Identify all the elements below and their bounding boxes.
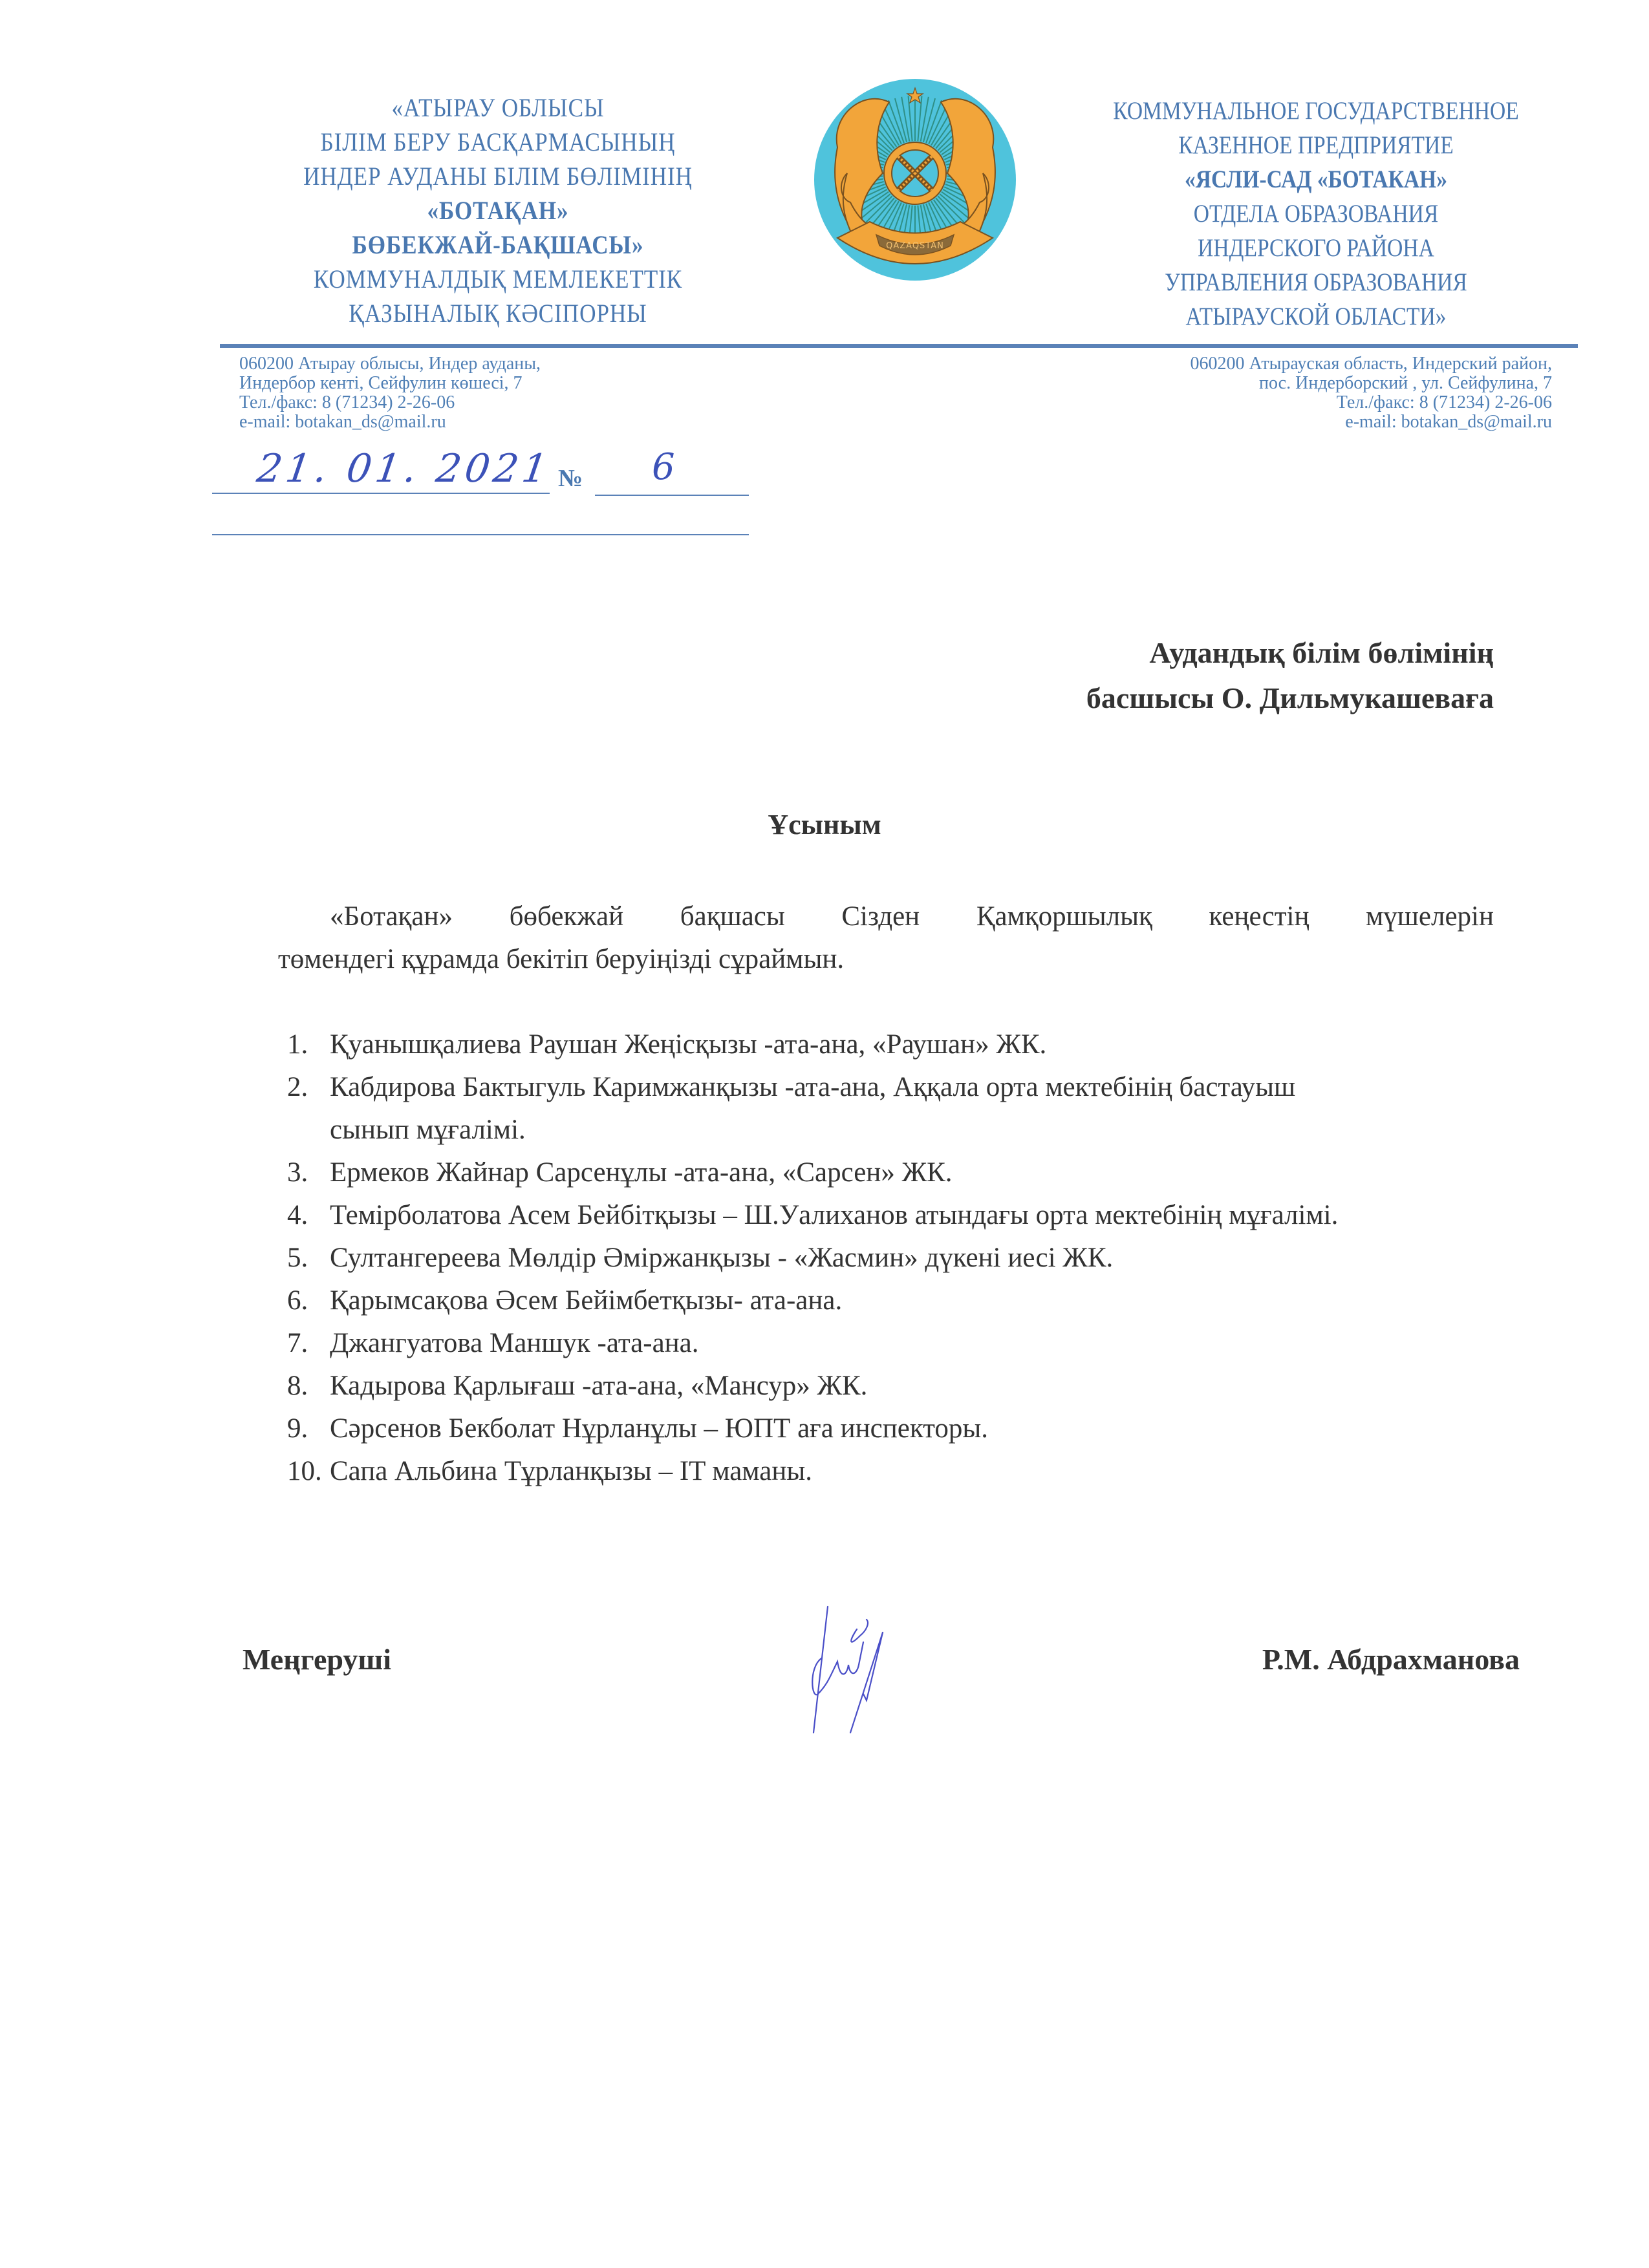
- letterhead-line: КОММУНАЛЬНОЕ ГОСУДАРСТВЕННОЕ: [1113, 97, 1519, 125]
- member-text: Джангуатова Маншук -ата-ана.: [330, 1328, 699, 1358]
- signer-role: Меңгеруші: [242, 1643, 392, 1676]
- member-text: Темірболатова Асем Бейбітқызы – Ш.Уалиханов атындағы орта мектебінің мұғалімі.: [330, 1200, 1339, 1230]
- signature-row: [0, 1629, 1649, 1759]
- member-text: Қуанышқалиева Раушан Жеңісқызы -ата-ана, «Раушан» ЖК.: [330, 1029, 1047, 1060]
- address-russian: [1191, 354, 1552, 432]
- handwritten-number: 6: [652, 446, 675, 488]
- letterhead-line: КАЗЕННОЕ ПРЕДПРИЯТИЕ: [1178, 131, 1454, 159]
- list-item: [278, 1237, 1481, 1279]
- member-text: Кабдирова Бактыгуль Каримжанқызы -ата-ана, Аққала орта мектебінің бастауыш сынып мұғалімі.: [330, 1072, 1296, 1145]
- intro-line: «Ботақан» бөбекжай бақшасы Сізден Қамқоршылық кеңестің мүшелерін: [330, 901, 1494, 932]
- document-title: Ұсыным: [768, 809, 881, 840]
- list-item: [278, 1194, 1339, 1237]
- addressee-line: басшысы О. Дильмукашеваға: [1086, 681, 1494, 714]
- list-number: 4.: [287, 1200, 308, 1230]
- letterhead-line: «АТЫРАУ ОБЛЫСЫ: [391, 93, 605, 122]
- list-number: 8.: [287, 1371, 308, 1401]
- letterhead-line: ОТДЕЛА ОБРАЗОВАНИЯ: [1193, 200, 1439, 228]
- list-item: [278, 1066, 1377, 1151]
- address-line: 060200 Атырау облысы, Индер ауданы,: [239, 354, 541, 374]
- address-line: пос. Индерборский , ул. Сейфулина, 7: [1259, 373, 1552, 393]
- list-number: 3.: [287, 1157, 308, 1188]
- list-number: 5.: [287, 1243, 308, 1273]
- addressee: [1086, 630, 1494, 721]
- address-line: 060200 Атырауская область, Индерский район,: [1190, 354, 1552, 374]
- letterhead-line: «ЯСЛИ-САД «БОТАКАН»: [1184, 166, 1447, 193]
- number-sign: №: [558, 465, 583, 492]
- signer-name: Р.М. Абдрахманова: [1262, 1643, 1520, 1676]
- member-text: Қарымсақова Әсем Бейімбетқызы- ата-ана.: [330, 1285, 843, 1316]
- intro-line: төмендегі құрамда бекітіп беруіңізді сұраймын.: [278, 944, 845, 974]
- email: e-mail: botakan_ds@mail.ru: [239, 412, 446, 432]
- list-item: [278, 1450, 1481, 1493]
- list-item: [278, 1023, 1481, 1066]
- address-line: Индербор кенті, Сейфулин көшесі, 7: [239, 373, 523, 393]
- list-item: [278, 1322, 1481, 1365]
- letterhead-divider: [220, 344, 1578, 348]
- list-item: [278, 1407, 1481, 1450]
- reference-underline: [212, 534, 749, 535]
- address-kazakh: [239, 354, 541, 432]
- member-text: Кадырова Қарлығаш -ата-ана, «Мансур» ЖК.: [330, 1371, 868, 1401]
- registration-block: [212, 446, 749, 543]
- phone-fax: Тел./факс: 8 (71234) 2-26-06: [1336, 392, 1552, 412]
- list-number: 7.: [287, 1328, 308, 1358]
- member-text: Ермеков Жайнар Сарсенұлы -ата-ана, «Сарсен» ЖК.: [330, 1157, 953, 1188]
- members-list: [278, 1023, 1481, 1493]
- list-item: [278, 1279, 1481, 1322]
- email: e-mail: botakan_ds@mail.ru: [1345, 412, 1552, 432]
- letterhead-line: ҚАЗЫНАЛЫҚ КӘСІПОРНЫ: [349, 299, 647, 328]
- list-number: 1.: [287, 1029, 308, 1060]
- list-item: [278, 1151, 1481, 1194]
- list-number: 6.: [287, 1285, 308, 1316]
- handwritten-signature-icon: [802, 1603, 951, 1752]
- kazakhstan-state-emblem-icon: [812, 76, 1018, 283]
- letterhead-line: КОММУНАЛДЫҚ МЕМЛЕКЕТТІК: [313, 264, 683, 294]
- phone-fax: Тел./факс: 8 (71234) 2-26-06: [239, 392, 455, 412]
- signature-stroke: [812, 1642, 863, 1695]
- letterhead-line: «БОТАҚАН»: [427, 196, 569, 225]
- intro-paragraph: [278, 895, 1494, 981]
- addressee-line: Аудандық білім бөлімінің: [1149, 636, 1494, 669]
- member-text: Султангереева Мөлдір Әміржанқызы - «Жасмин» дүкені иесі ЖК.: [330, 1243, 1114, 1273]
- member-text: Сапа Альбина Тұрланқызы – IT маманы.: [330, 1456, 813, 1486]
- emblem-caption: QAZAQSTAN: [886, 241, 944, 251]
- letterhead-line: АТЫРАУСКОЙ ОБЛАСТИ»: [1185, 303, 1447, 330]
- signature-stroke: [850, 1632, 883, 1733]
- number-underline: [595, 495, 749, 496]
- letterhead-line: ИНДЕРСКОГО РАЙОНА: [1198, 234, 1434, 262]
- signature-stroke: [863, 1632, 883, 1700]
- member-text: Сәрсенов Бекболат Нұрланұлы – ЮПТ аға инспекторы.: [330, 1413, 989, 1444]
- list-number: 2.: [287, 1072, 308, 1102]
- date-underline: [212, 493, 550, 494]
- list-item: [278, 1365, 1481, 1407]
- handwritten-date: 21. 01. 2021: [254, 446, 554, 491]
- list-number: 9.: [287, 1413, 308, 1444]
- list-number: 10.: [287, 1456, 322, 1486]
- signature-stroke: [851, 1620, 868, 1642]
- letterhead-line: ИНДЕР АУДАНЫ БІЛІМ БӨЛІМІНІҢ: [303, 162, 693, 191]
- signature-stroke: [814, 1607, 828, 1733]
- letterhead-line: БӨБЕКЖАЙ-БАҚШАСЫ»: [352, 230, 644, 259]
- letterhead-kazakh: [213, 91, 782, 330]
- letterhead-line: УПРАВЛЕНИЯ ОБРАЗОВАНИЯ: [1165, 268, 1467, 296]
- letterhead-russian: [1035, 94, 1597, 334]
- letterhead-line: БІЛІМ БЕРУ БАСҚАРМАСЫНЫҢ: [320, 127, 676, 156]
